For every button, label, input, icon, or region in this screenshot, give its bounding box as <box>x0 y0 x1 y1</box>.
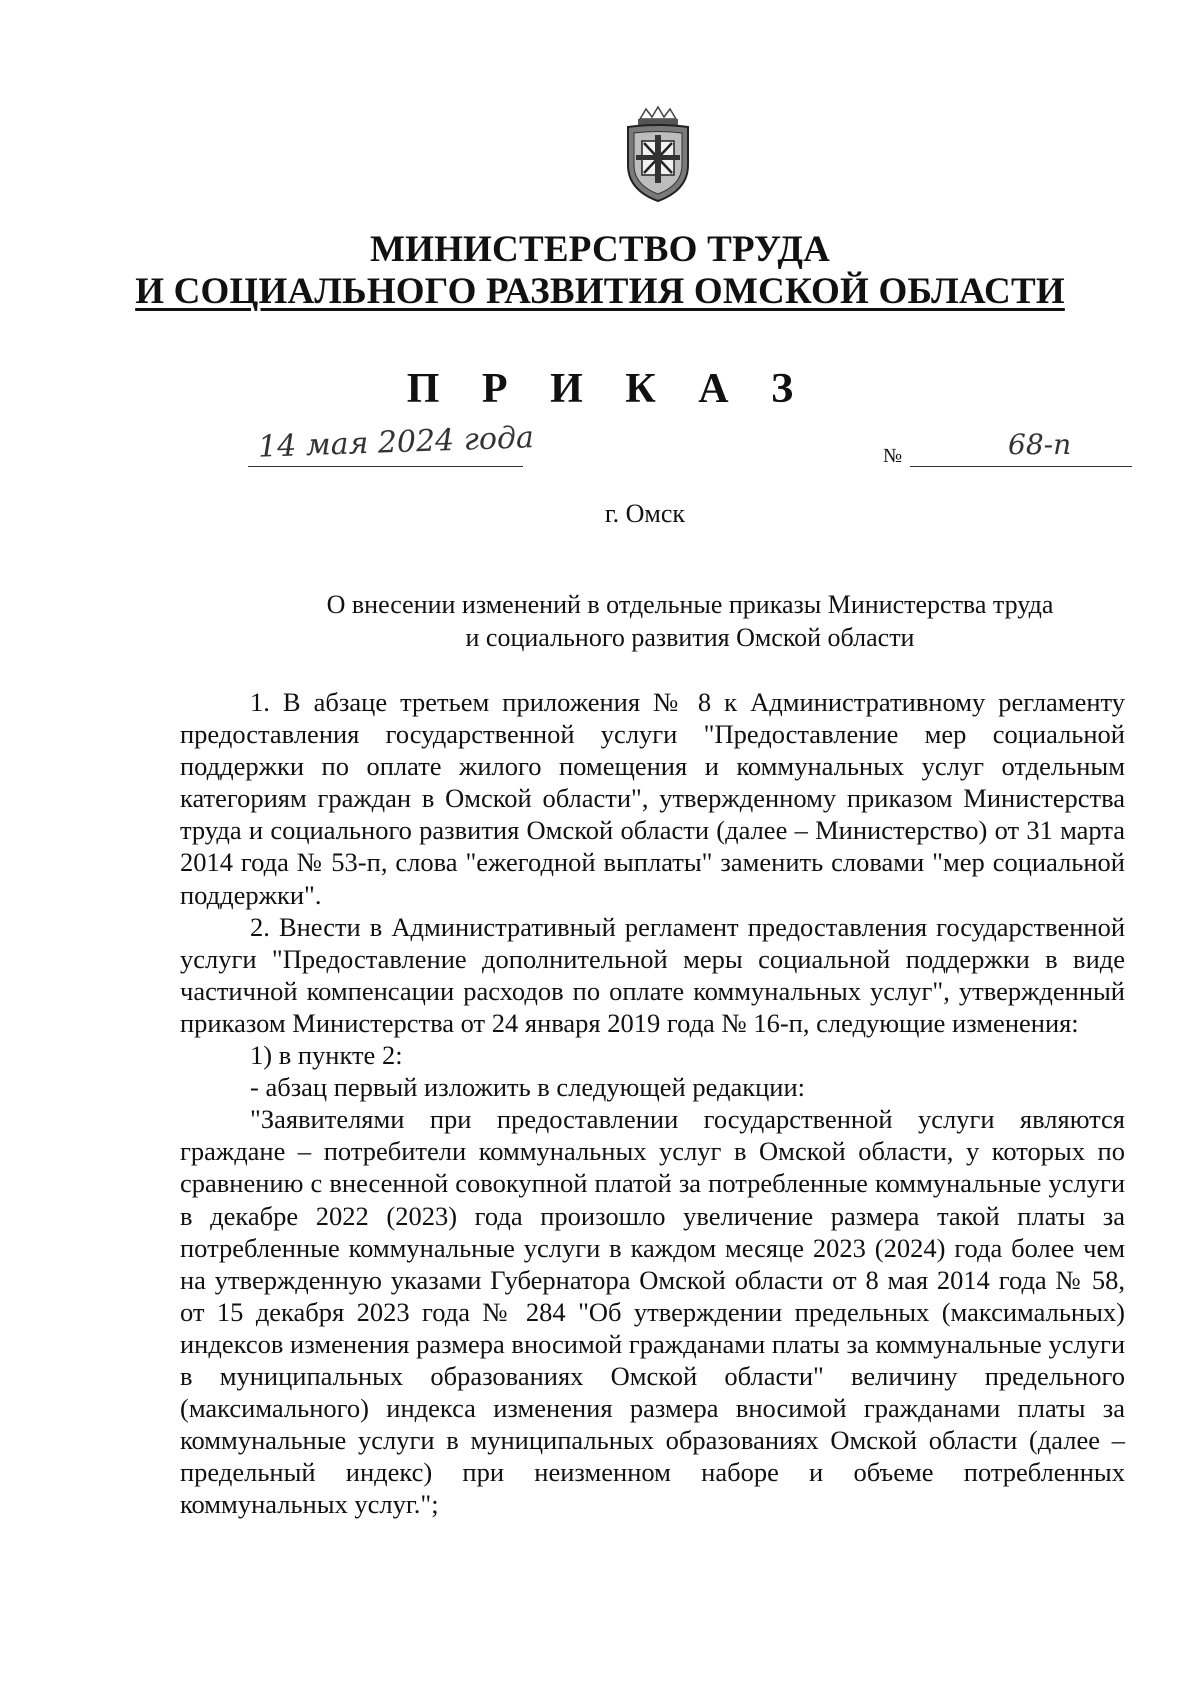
body-paragraph: 1) в пункте 2: <box>250 1040 403 1071</box>
number-underline <box>910 466 1132 467</box>
city-name: г. Омск <box>604 499 686 528</box>
ministry-name-line2 <box>0 270 1200 313</box>
document-body <box>180 686 1125 1520</box>
ministry-name-line1: МИНИСТЕРСТВО ТРУДА <box>369 229 831 270</box>
date-underline <box>248 466 523 467</box>
document-subject <box>260 588 1120 654</box>
body-paragraph: - абзац первый изложить в следующей редакции: <box>250 1072 806 1103</box>
body-paragraph: 2. Внести в Административный регламент предоставления государственной услуги "Предоставление дополнительной меры социальной поддержки в виде частичной компенсации расходов по оплате коммунальных услуг", утвержденный приказом Министерства от 24 января 2019 года № 16-п, следующие изменения: <box>180 911 1125 1038</box>
body-paragraph: 1. В абзаце третьем приложения № 8 к Административному регламенту предоставления государственной услуги "Предоставление мер социальной поддержки по оплате жилого помещения и коммунальных услуг отдельным категориям граждан в Омской области", утвержденному приказом Министерства труда и социального развития Омской области (далее – Министерство) от 31 марта 2014 года № 53-п, слова "ежегодной выплаты" заменить словами "мер социальной поддержки". <box>180 687 1125 910</box>
ministry-name-line2-text: И СОЦИАЛЬНОГО РАЗВИТИЯ ОМСКОЙ ОБЛАСТИ <box>135 271 1065 312</box>
subject-line1: О внесении изменений в отдельные приказы Министерства труда <box>326 590 1054 619</box>
number-label: № <box>883 445 903 467</box>
body-paragraph: "Заявителями при предоставлении государственной услуги являются граждане – потребители коммунальных услуг в Омской области, у которых по сравнению с внесенной совокупной платой за потребленные коммунальные услуги в декабре 2022 (2023) года произошло увеличение размера такой платы за потребленные коммунальные услуги в каждом месяце 2023 (2024) года более чем на утвержденную указами Губернатора Омской области от 8 мая 2014 года № 58, от 15 декабря 2023 года № 284 "Об утверждении предельных (максимальных) индексов изменения размера вносимой гражданами платы за коммунальные услуги в муниципальных образованиях Омской области" величину предельного (максимального) индекса изменения размера вносимой гражданами платы за коммунальные услуги в муниципальных образованиях Омской области (далее – предельный индекс) при неизменном наборе и объеме потребленных коммунальных услуг."; <box>180 1104 1125 1520</box>
handwritten-date: 14 мая 2024 года <box>257 420 535 465</box>
coat-of-arms-emblem <box>618 105 698 205</box>
handwritten-number: 68-п <box>1008 428 1072 461</box>
subject-line2: и социального развития Омской области <box>465 623 915 652</box>
document-type-title: П Р И К А З <box>406 366 810 412</box>
